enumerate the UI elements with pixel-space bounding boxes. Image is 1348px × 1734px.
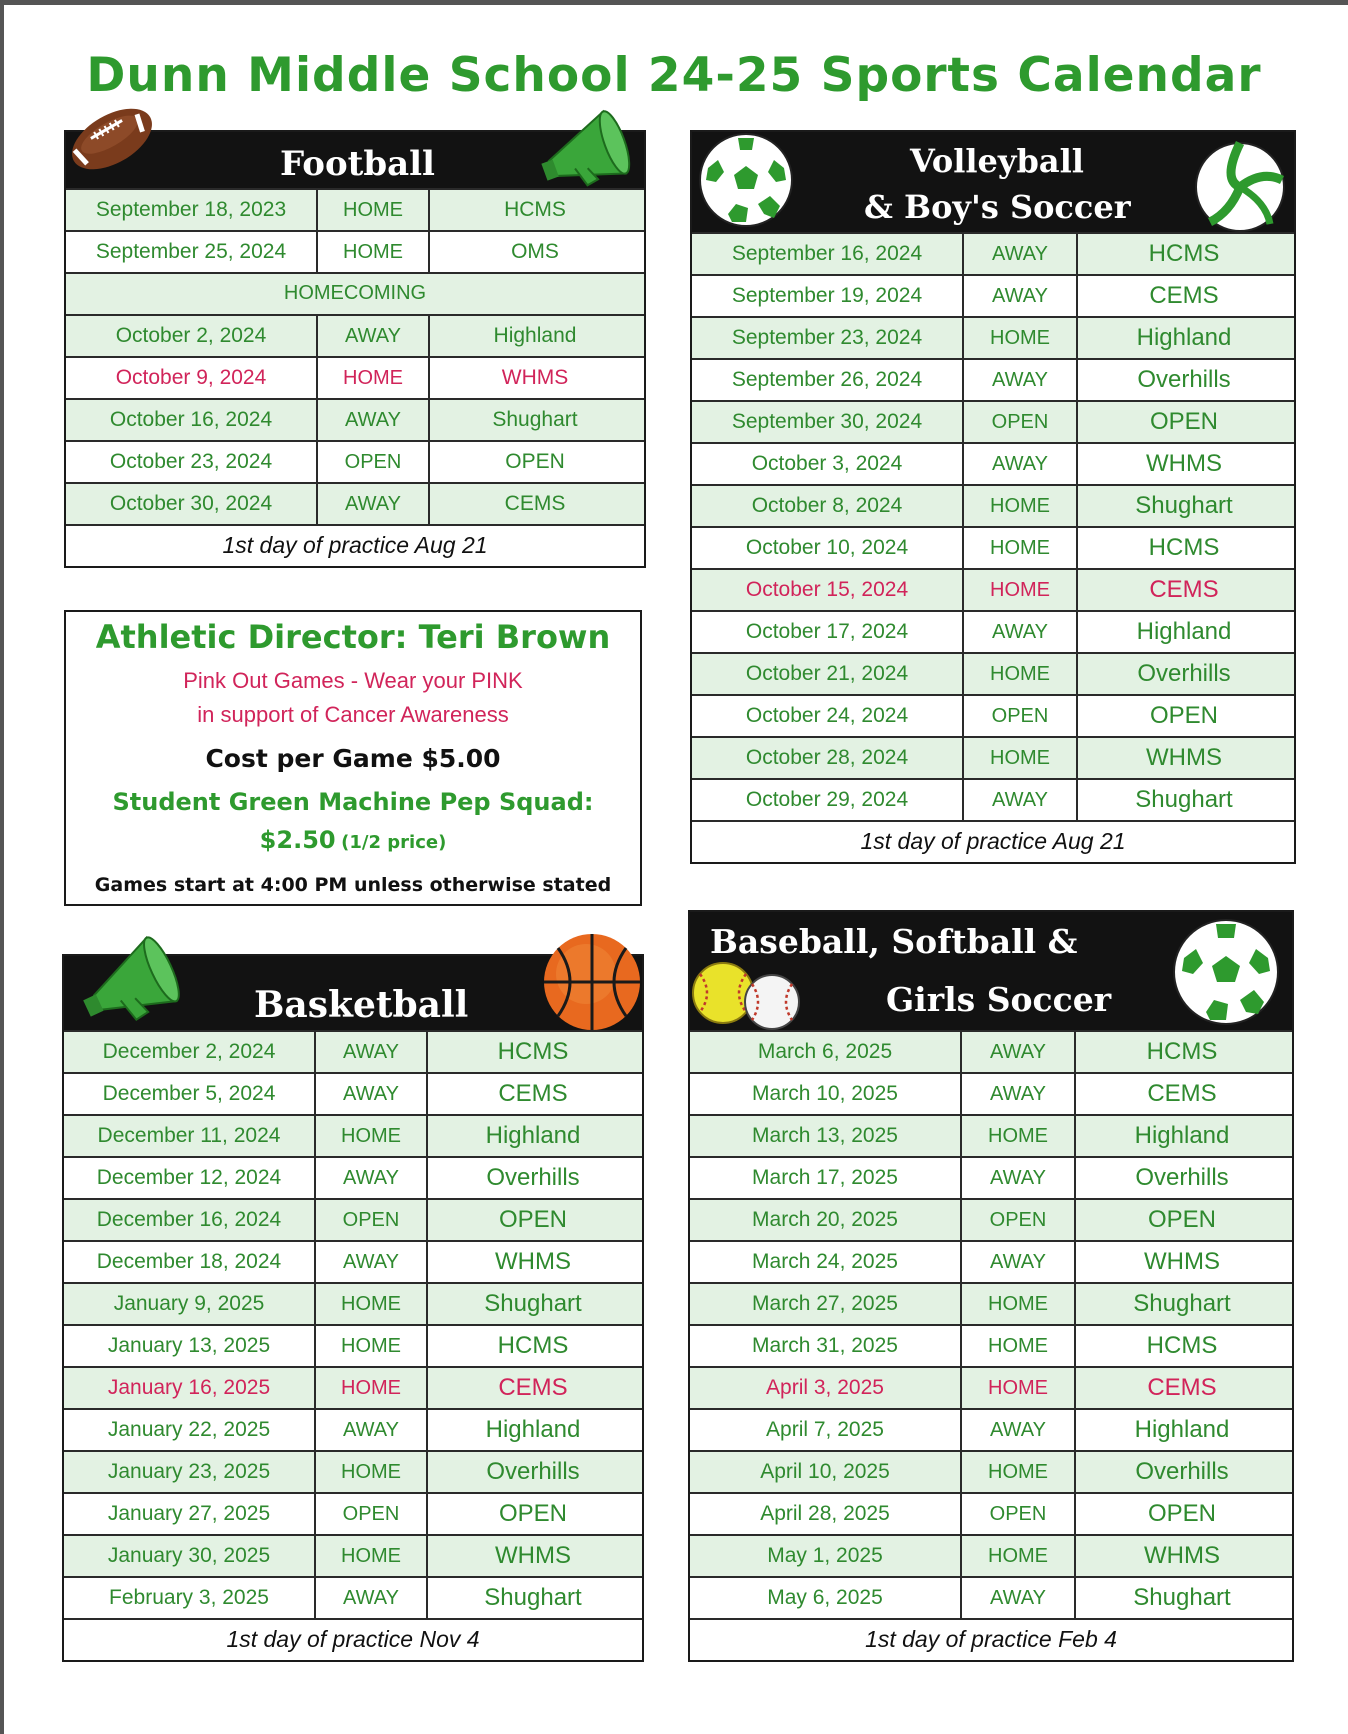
game-date: September 30, 2024 <box>731 410 923 433</box>
game-opponent: Highland <box>426 1410 638 1450</box>
game-location: AWAY <box>316 400 428 440</box>
game-location: HOME <box>962 318 1076 358</box>
table-row <box>690 1282 1292 1324</box>
basketball-icon <box>536 932 644 1032</box>
game-opponent: HCMS <box>1076 528 1290 568</box>
game-location: HOME <box>314 1284 426 1324</box>
game-date: January 27, 2025 <box>107 1502 271 1525</box>
basketball-schedule <box>62 954 644 1662</box>
volleyball-practice-note: 1st day of practice Aug 21 <box>692 820 1294 862</box>
game-date: March 31, 2025 <box>752 1334 898 1357</box>
game-date: January 13, 2025 <box>107 1334 271 1357</box>
game-opponent: Shughart <box>1074 1284 1288 1324</box>
volleyball-rows <box>692 232 1294 820</box>
table-row <box>64 1282 642 1324</box>
table-row <box>64 1324 642 1366</box>
game-location: AWAY <box>962 444 1076 484</box>
game-date: October 8, 2024 <box>751 494 903 517</box>
game-date: April 7, 2025 <box>766 1418 884 1441</box>
baseball-icon <box>742 972 802 1032</box>
game-opponent: Overhills <box>426 1158 638 1198</box>
baseball-title-line2: Girls Soccer <box>886 980 1112 1019</box>
game-date: March 6, 2025 <box>757 1040 893 1063</box>
game-location: HOME <box>314 1116 426 1156</box>
game-location: OPEN <box>316 442 428 482</box>
game-opponent: Highland <box>1076 318 1290 358</box>
table-row <box>692 736 1294 778</box>
game-opponent: WHMS <box>426 1536 638 1576</box>
game-date: September 26, 2024 <box>731 368 923 391</box>
game-opponent: WHMS <box>1076 444 1290 484</box>
game-location: HOME <box>962 570 1076 610</box>
table-row <box>690 1072 1292 1114</box>
game-location: OPEN <box>314 1494 426 1534</box>
game-location: OPEN <box>962 402 1076 442</box>
game-date: September 25, 2024 <box>95 240 287 263</box>
game-date: December 18, 2024 <box>96 1250 282 1273</box>
volleyball-schedule <box>690 130 1296 864</box>
game-opponent: HCMS <box>1074 1326 1288 1366</box>
game-date: February 3, 2025 <box>109 1586 269 1609</box>
game-location: AWAY <box>316 316 428 356</box>
basketball-practice-note: 1st day of practice Nov 4 <box>64 1618 642 1660</box>
game-date: October 30, 2024 <box>109 492 273 515</box>
game-location: AWAY <box>314 1242 426 1282</box>
athletic-director: Athletic Director: Teri Brown <box>95 618 611 656</box>
soccer-ball-icon <box>688 130 808 230</box>
game-opponent: Highland <box>428 316 640 356</box>
table-row <box>64 1198 642 1240</box>
table-row <box>64 1366 642 1408</box>
game-date: April 28, 2025 <box>760 1502 890 1525</box>
table-row <box>692 316 1294 358</box>
game-date: October 23, 2024 <box>109 450 273 473</box>
game-location: HOME <box>962 528 1076 568</box>
game-opponent: WHMS <box>1076 738 1290 778</box>
game-location: HOME <box>960 1284 1074 1324</box>
table-row <box>690 1534 1292 1576</box>
game-opponent: OPEN <box>1074 1200 1288 1240</box>
game-opponent: Shughart <box>426 1284 638 1324</box>
page-title: Dunn Middle School 24-25 Sports Calendar <box>86 48 1262 103</box>
game-opponent: CEMS <box>1074 1074 1288 1114</box>
table-row <box>690 1030 1292 1072</box>
table-row <box>64 1030 642 1072</box>
table-row <box>692 484 1294 526</box>
game-opponent: OMS <box>428 232 640 272</box>
game-location: AWAY <box>962 360 1076 400</box>
game-location: HOME <box>960 1452 1074 1492</box>
game-location: HOME <box>314 1368 426 1408</box>
table-row <box>692 652 1294 694</box>
pep-half-price: (1/2 price) <box>341 832 447 853</box>
game-date: January 30, 2025 <box>107 1544 271 1567</box>
game-date: October 15, 2024 <box>745 578 909 601</box>
game-opponent: Highland <box>1074 1410 1288 1450</box>
game-date: September 18, 2023 <box>95 198 287 221</box>
game-opponent: HCMS <box>1076 234 1290 274</box>
game-location: HOME <box>314 1452 426 1492</box>
game-date: December 12, 2024 <box>96 1166 282 1189</box>
table-row <box>66 230 644 272</box>
table-row <box>66 482 644 524</box>
game-location: AWAY <box>960 1578 1074 1618</box>
pep-price-line <box>66 826 640 854</box>
game-location: AWAY <box>314 1578 426 1618</box>
game-opponent: HCMS <box>426 1326 638 1366</box>
game-opponent: CEMS <box>426 1074 638 1114</box>
table-row <box>66 398 644 440</box>
games-start-time: Games start at 4:00 PM unless otherwise stated <box>94 874 612 896</box>
game-date: December 2, 2024 <box>102 1040 276 1063</box>
table-row <box>690 1408 1292 1450</box>
game-opponent: WHMS <box>1074 1242 1288 1282</box>
table-row <box>692 274 1294 316</box>
game-location: AWAY <box>960 1410 1074 1450</box>
volleyball-icon <box>1190 140 1290 234</box>
game-date: December 11, 2024 <box>97 1124 281 1147</box>
table-row <box>692 442 1294 484</box>
game-opponent: Overhills <box>1076 654 1290 694</box>
game-location: HOME <box>316 232 428 272</box>
basketball-title: Basketball <box>254 984 469 1026</box>
game-opponent: Shughart <box>1074 1578 1288 1618</box>
game-date: May 6, 2025 <box>767 1586 883 1609</box>
football-icon <box>64 100 160 178</box>
game-date: December 5, 2024 <box>102 1082 276 1105</box>
game-date: October 28, 2024 <box>745 746 909 769</box>
megaphone-icon <box>72 932 192 1032</box>
table-row <box>66 356 644 398</box>
game-opponent: OPEN <box>1074 1494 1288 1534</box>
volleyball-title-line1: Volleyball <box>910 142 1084 180</box>
game-opponent: Shughart <box>428 400 640 440</box>
table-row <box>690 1576 1292 1618</box>
table-row <box>66 440 644 482</box>
game-location: HOME <box>316 358 428 398</box>
game-date: September 19, 2024 <box>731 284 923 307</box>
table-row <box>692 526 1294 568</box>
game-opponent: Overhills <box>1074 1452 1288 1492</box>
football-rows-top <box>66 188 644 272</box>
game-date: January 22, 2025 <box>107 1418 271 1441</box>
game-date: October 9, 2024 <box>115 366 267 389</box>
game-date: October 17, 2024 <box>745 620 909 643</box>
game-opponent: CEMS <box>428 484 640 524</box>
game-location: HOME <box>314 1536 426 1576</box>
game-opponent: WHMS <box>426 1242 638 1282</box>
game-opponent: CEMS <box>1076 570 1290 610</box>
game-location: OPEN <box>960 1200 1074 1240</box>
game-date: April 3, 2025 <box>766 1376 884 1399</box>
game-date: October 29, 2024 <box>745 788 909 811</box>
game-date: May 1, 2025 <box>767 1544 883 1567</box>
game-date: March 24, 2025 <box>752 1250 898 1273</box>
game-opponent: Overhills <box>1074 1158 1288 1198</box>
game-date: March 20, 2025 <box>752 1208 898 1231</box>
game-location: AWAY <box>314 1074 426 1114</box>
table-row <box>692 568 1294 610</box>
game-opponent: HCMS <box>428 190 640 230</box>
game-date: March 27, 2025 <box>752 1292 898 1315</box>
game-location: AWAY <box>962 234 1076 274</box>
game-opponent: HCMS <box>426 1032 638 1072</box>
table-row <box>64 1156 642 1198</box>
game-date: October 2, 2024 <box>115 324 267 347</box>
table-row <box>690 1114 1292 1156</box>
game-opponent: HCMS <box>1074 1032 1288 1072</box>
game-location: OPEN <box>962 696 1076 736</box>
table-row <box>692 400 1294 442</box>
game-date: January 23, 2025 <box>107 1460 271 1483</box>
pep-squad: Student Green Machine Pep Squad: <box>112 788 594 816</box>
game-location: AWAY <box>962 780 1076 820</box>
game-date: January 9, 2025 <box>113 1292 265 1315</box>
table-row <box>692 358 1294 400</box>
game-location: AWAY <box>314 1410 426 1450</box>
game-location: AWAY <box>960 1158 1074 1198</box>
table-row <box>692 232 1294 274</box>
table-row <box>692 610 1294 652</box>
table-row <box>690 1324 1292 1366</box>
table-row <box>64 1240 642 1282</box>
game-opponent: Overhills <box>1076 360 1290 400</box>
game-opponent: WHMS <box>1074 1536 1288 1576</box>
table-row <box>690 1450 1292 1492</box>
homecoming-label: HOMECOMING <box>66 272 644 314</box>
game-date: September 16, 2024 <box>731 242 923 265</box>
game-date: December 16, 2024 <box>96 1208 282 1231</box>
table-row <box>66 314 644 356</box>
table-row <box>64 1072 642 1114</box>
baseball-rows <box>690 1030 1292 1618</box>
table-row <box>64 1114 642 1156</box>
game-date: October 3, 2024 <box>751 452 903 475</box>
game-location: HOME <box>962 486 1076 526</box>
game-location: AWAY <box>314 1032 426 1072</box>
game-date: October 21, 2024 <box>745 662 909 685</box>
table-row <box>64 1408 642 1450</box>
game-location: HOME <box>314 1326 426 1366</box>
game-location: HOME <box>960 1368 1074 1408</box>
table-row <box>690 1366 1292 1408</box>
table-row <box>690 1198 1292 1240</box>
table-row <box>690 1156 1292 1198</box>
table-row <box>64 1534 642 1576</box>
football-title: Football <box>280 144 435 184</box>
game-opponent: Shughart <box>426 1578 638 1618</box>
game-opponent: Shughart <box>1076 780 1290 820</box>
game-date: September 23, 2024 <box>731 326 923 349</box>
game-opponent: OPEN <box>428 442 640 482</box>
table-row <box>64 1492 642 1534</box>
baseball-title-line1: Baseball, Softball & <box>710 922 1078 961</box>
game-opponent: Overhills <box>426 1452 638 1492</box>
game-location: AWAY <box>960 1074 1074 1114</box>
game-location: AWAY <box>962 276 1076 316</box>
game-opponent: CEMS <box>1076 276 1290 316</box>
game-location: HOME <box>960 1326 1074 1366</box>
game-opponent: Highland <box>1074 1116 1288 1156</box>
game-date: March 17, 2025 <box>752 1166 898 1189</box>
game-opponent: OPEN <box>426 1200 638 1240</box>
game-location: OPEN <box>314 1200 426 1240</box>
game-opponent: CEMS <box>426 1368 638 1408</box>
table-row <box>692 694 1294 736</box>
cost-per-game: Cost per Game $5.00 <box>205 744 501 773</box>
game-location: AWAY <box>960 1032 1074 1072</box>
game-date: October 24, 2024 <box>745 704 909 727</box>
game-location: HOME <box>960 1116 1074 1156</box>
game-date: October 10, 2024 <box>745 536 909 559</box>
game-date: March 10, 2025 <box>752 1082 898 1105</box>
table-row <box>692 778 1294 820</box>
soccer-ball-icon <box>1160 916 1290 1028</box>
game-opponent: WHMS <box>428 358 640 398</box>
volleyball-title-line2: & Boy's Soccer <box>864 188 1131 226</box>
baseball-practice-note: 1st day of practice Feb 4 <box>690 1618 1292 1660</box>
table-row <box>64 1576 642 1618</box>
game-location: HOME <box>316 190 428 230</box>
football-rows <box>66 314 644 524</box>
game-opponent: OPEN <box>1076 402 1290 442</box>
athletic-info-box <box>64 610 642 906</box>
table-row <box>64 1450 642 1492</box>
megaphone-icon <box>536 106 646 196</box>
game-location: AWAY <box>960 1242 1074 1282</box>
game-date: January 16, 2025 <box>107 1376 271 1399</box>
game-location: HOME <box>960 1536 1074 1576</box>
game-location: HOME <box>962 654 1076 694</box>
football-practice-note: 1st day of practice Aug 21 <box>66 524 644 566</box>
game-date: March 13, 2025 <box>752 1124 898 1147</box>
game-opponent: OPEN <box>426 1494 638 1534</box>
game-location: AWAY <box>316 484 428 524</box>
game-date: October 16, 2024 <box>109 408 273 431</box>
game-location: HOME <box>962 738 1076 778</box>
pink-out-line2: in support of Cancer Awareness <box>197 702 509 727</box>
game-opponent: Highland <box>426 1116 638 1156</box>
pep-price: $2.50 <box>259 826 336 854</box>
game-opponent: CEMS <box>1074 1368 1288 1408</box>
game-date: April 10, 2025 <box>760 1460 890 1483</box>
table-row <box>690 1240 1292 1282</box>
game-opponent: Shughart <box>1076 486 1290 526</box>
pink-out-line1: Pink Out Games - Wear your PINK <box>183 668 523 693</box>
game-opponent: Highland <box>1076 612 1290 652</box>
game-location: AWAY <box>314 1158 426 1198</box>
game-opponent: OPEN <box>1076 696 1290 736</box>
table-row <box>690 1492 1292 1534</box>
game-location: AWAY <box>962 612 1076 652</box>
basketball-rows <box>64 1030 642 1618</box>
game-location: OPEN <box>960 1494 1074 1534</box>
